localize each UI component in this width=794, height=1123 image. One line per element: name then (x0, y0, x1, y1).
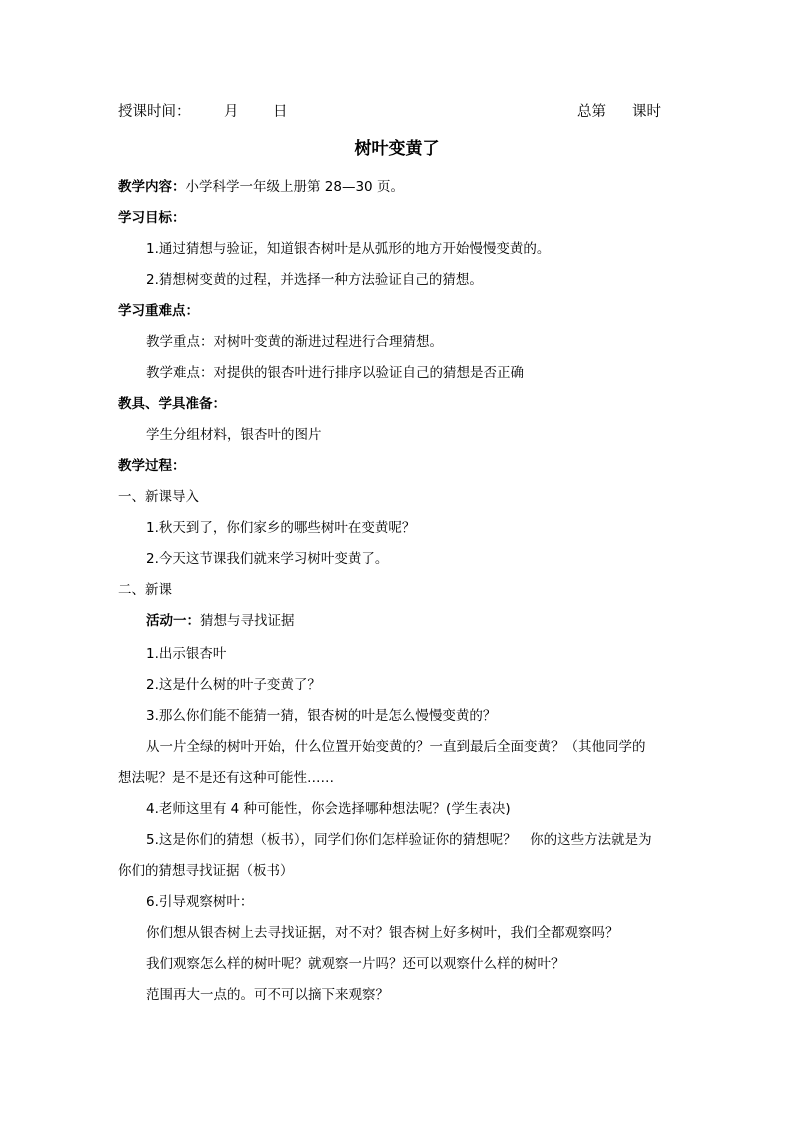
materials-heading: 教具、学具准备： (118, 396, 226, 412)
header-day-label: 日 (273, 104, 288, 120)
new-lesson-heading: 二、新课 (118, 582, 172, 598)
key-points-heading: 学习重难点： (118, 303, 199, 319)
content-text: 小学科学一年级上册第 28—30 页。 (185, 179, 404, 195)
header-total-label: 总第 (577, 104, 606, 120)
question-line: 我们观察怎么样的树叶呢？就观察一片吗？还可以观察什么样的树叶？ (146, 956, 565, 972)
objectives-heading: 学习目标： (118, 210, 186, 226)
content-line (118, 177, 404, 197)
header-month-label: 月 (224, 104, 239, 120)
lesson-item: 2.这是什么树的叶子变黄了？ (146, 677, 321, 693)
materials-text: 学生分组材料，银杏叶的图片 (146, 427, 322, 443)
intro-item: 1.秋天到了，你们家乡的哪些树叶在变黄呢？ (146, 520, 416, 536)
key-point-focus: 教学重点：对树叶变黄的渐进过程进行合理猜想。 (146, 334, 443, 350)
page-title: 树叶变黄了 (354, 139, 440, 159)
activity-line (146, 611, 295, 631)
lesson-item: 5.这是你们的猜想（板书），同学们你们怎样验证你的猜想呢？ 你的这些方法就是为 (146, 832, 652, 848)
paragraph-line: 想法呢？是不是还有这种可能性…… (118, 770, 334, 786)
process-heading: 教学过程： (118, 458, 186, 474)
lesson-item: 4.老师这里有 4 种可能性，你会选择哪种想法呢？(学生表决) (146, 801, 511, 817)
lesson-item: 3.那么你们能不能猜一猜，银杏树的叶是怎么慢慢变黄的？ (146, 708, 497, 724)
objective-item: 1.通过猜想与验证，知道银杏树叶是从弧形的地方开始慢慢变黄的。 (146, 241, 551, 257)
lesson-item-continuation: 你们的猜想寻找证据（板书） (118, 863, 294, 879)
lesson-item: 1.出示银杏叶 (146, 646, 227, 662)
question-line: 范围再大一点的。可不可以摘下来观察？ (146, 987, 389, 1003)
intro-item: 2.今天这节课我们就来学习树叶变黄了。 (146, 551, 389, 567)
objective-item: 2.猜想树变黄的过程，并选择一种方法验证自己的猜想。 (146, 272, 483, 288)
header-time-label: 授课时间： (118, 104, 191, 120)
activity-label: 活动一： (146, 613, 200, 629)
header-lesson-label: 课时 (632, 104, 661, 120)
activity-title: 猜想与寻找证据 (200, 613, 295, 629)
paragraph-line: 从一片全绿的树叶开始，什么位置开始变黄的？一直到最后全面变黄？（其他同学的 (146, 739, 646, 755)
key-point-difficulty: 教学难点：对提供的银杏叶进行排序以验证自己的猜想是否正确 (146, 365, 524, 381)
content-label: 教学内容： (118, 179, 186, 195)
intro-heading: 一、新课导入 (118, 489, 199, 505)
question-line: 你们想从银杏树上去寻找证据，对不对？银杏树上好多树叶，我们全都观察吗？ (146, 925, 619, 941)
lesson-item: 6.引导观察树叶： (146, 894, 254, 910)
